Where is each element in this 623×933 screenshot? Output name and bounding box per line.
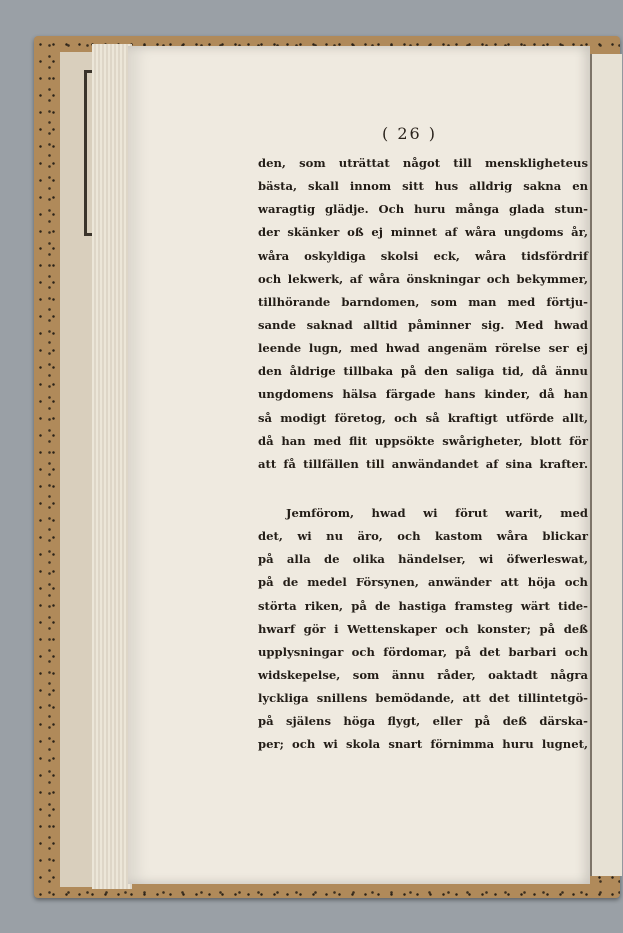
paragraph-1 (258, 152, 588, 476)
text-line: det, wi nu äro, och kastom wåra blickar (258, 529, 588, 544)
text-line: lyckliga snillens bemödande, att det tillintetgö- (258, 691, 588, 706)
text-line: Jemförom, hwad wi förut warit, med (286, 506, 588, 520)
text-line: då han med flit uppsökte swårigheter, blott för (258, 433, 588, 448)
text-line: sande saknad alltid påminner sig. Med hwad (258, 317, 588, 332)
text-line: störta riken, på de hastiga framsteg wärt tide- (258, 598, 588, 613)
text-line: och lekwerk, af wåra önskningar och bekymmer, (258, 271, 588, 286)
text-line: waragtig glädje. Och huru många glada stun- (258, 202, 588, 217)
page-number: ( 26 ) (382, 124, 438, 143)
text-line: widskepelse, som ännu råder, oaktadt några (258, 667, 588, 682)
text-line: så modigt företog, och så kraftigt utförde allt, (258, 410, 588, 425)
text-line: på alla de olika händelser, wi öfwerleswat, (258, 552, 588, 567)
text-line: den, som uträttat något till menskligheteus (258, 156, 588, 170)
text-line: wåra oskyldiga skolsi eck, wåra tidsfördrif (258, 248, 588, 263)
text-line: den åldrige tillbaka på den saliga tid, då ännu (258, 364, 588, 379)
text-line: upplysningar och fördomar, på det barbari och (258, 644, 588, 659)
text-line: att få tillfällen till anwändandet af sina krafter. (258, 456, 588, 471)
text-line: hwarf gör i Wettenskaper och konster; på deß (258, 621, 588, 636)
text-line: på själens höga flygt, eller på deß därska- (258, 714, 588, 729)
text-line: på de medel Försynen, anwänder att höja och (258, 575, 588, 590)
text-line: bästa, skall innom sitt hus alldrig sakna en (258, 179, 588, 194)
next-page-edge (590, 54, 622, 876)
text-line: leende lugn, med hwad angenäm rörelse ser ej (258, 341, 588, 356)
text-line: per; och wi skola snart förnimma huru lugnet, (258, 737, 588, 752)
page-stack-edges (92, 44, 132, 889)
text-line: tillhörande barndomen, som man med förtju- (258, 294, 588, 309)
text-line: der skänker oß ej minnet af wåra ungdoms år, (258, 225, 588, 240)
paragraph-2 (258, 502, 588, 757)
text-line: ungdomens hälsa färgade hans kinder, då han (258, 387, 588, 402)
